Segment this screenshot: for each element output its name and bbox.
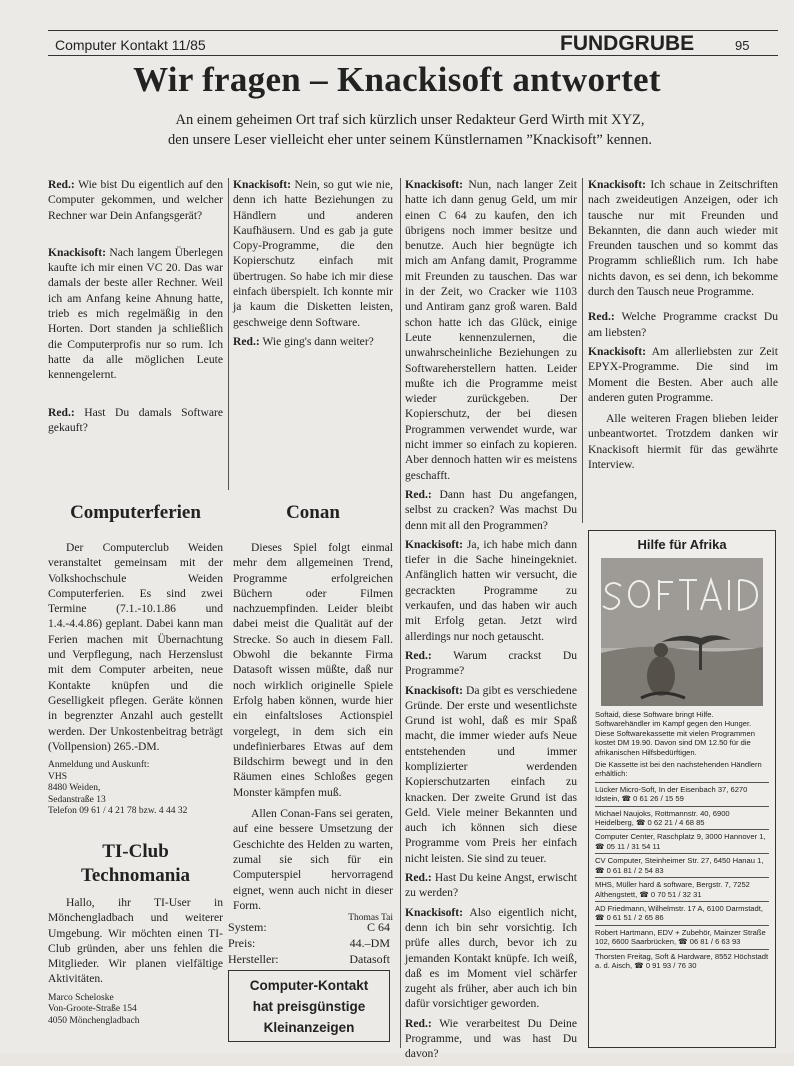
column-divider (582, 178, 583, 523)
info-row-system: System: C 64 (228, 920, 390, 934)
ticlub-article (48, 895, 223, 1027)
header-bottom-rule (48, 55, 778, 56)
page-number: 95 (735, 38, 750, 53)
computerferien-body: Der Computerclub Weiden veranstaltet gemeinsam mit der Volkshochschule Weiden Computerferien. Es sind zwei Termine (7.1.-10.1.86 und 1.4.-4.4.86) geplant. Dabei kann man Ferien machen mit Übernachtung und Verpflegung, nach Herzenslust mit dem Computer arbeiten, neue Kontakte knüpfen und die Geselligkeit pflegen. Geräte können in begrenzter Anzahl auch gestellt werden. Der Unkostenbeitrag beträgt (Vollpension) 265.-DM. (48, 541, 223, 753)
speaker-label: Knackisoft: (405, 537, 463, 551)
dealer-entry: Robert Hartmann, EDV + Zubehör, Mainzer Straße 102, 6600 Saarbrücken, ☎ 06 81 / 6 63 93 (595, 925, 769, 949)
article-column-3 (405, 177, 577, 1066)
softaid-illustration (601, 558, 763, 706)
afrika-title: Hilfe für Afrika (637, 537, 727, 552)
afrika-intro: Softaid, diese Software bringt Hilfe. Softwarehändler im Kampf gegen den Hunger. Diese Softwarekassette mit vielen Programmen kostet DM 19.90. Davon sind DM 12.50 für die afrikanischen Hilfsbedürftigen. (595, 710, 755, 757)
subtitle-line-1: An einem geheimen Ort traf sich kürzlich unser Redakteur Gerd Wirth mit XYZ, (175, 112, 645, 128)
article-column-1 (48, 177, 223, 447)
speaker-label: Knackisoft: (405, 905, 463, 919)
dealer-entry: Lücker Micro-Soft, In der Eisenbach 37, 6270 Idstein, ☎ 0 61 26 / 15 59 (595, 782, 769, 806)
speaker-label: Knackisoft: (405, 178, 463, 191)
conan-heading: Conan (286, 502, 340, 523)
column-divider (228, 178, 229, 490)
interview-paragraph: Red.: Welche Programme crackst Du am liebsten? (588, 310, 778, 339)
interview-paragraph: Knackisoft: Also eigentlich nicht, denn ich bin sehr vorsichtig. Ich prüfe alles durch, bevor ich zu jemanden Kontakt knüpfe. Ich weiß, daß es im Moment viel schärfer zugeht als früher, aber auch ich bin dafür vorsichtiger geworden. (405, 905, 577, 1011)
dealer-entry: AD Friedmann, Wilhelmstr. 17 A, 6100 Darmstadt, ☎ 0 61 51 / 2 65 86 (595, 901, 769, 925)
conan-author: Thomas Tai (348, 913, 393, 924)
speaker-label: Red.: (405, 871, 432, 885)
ticlub-heading: TI-Club Technomania (80, 841, 191, 886)
interview-paragraph: Knackisoft: Nach langem Überlegen kaufte ich mir einen VC 20. Das war damals der beste aller Rechner. Weil ich am Anfang keine Ahnung hatte, trieb es mich regelmäßig in den Horten. Dort standen ja schließlich die Computerprofis nur so rum. Ich hatte da alle möglichen Leute kennengelernt. (48, 245, 223, 382)
conan-info-table (228, 919, 390, 967)
speaker-label: Red.: (405, 487, 432, 501)
interview-paragraph: Red.: Wie bist Du eigentlich auf den Computer gekommen, und welcher Rechner war Dein Anfangsgerät? (48, 178, 223, 222)
article-column-2 (233, 177, 393, 353)
computerferien-article (48, 540, 223, 818)
interview-closing: Alle weiteren Fragen blieben leider unbeantwortet. Trotzdem danken wir Knackisoft hiermit für das gewährte Interview. (588, 412, 778, 472)
interview-paragraph: Red.: Wie verarbeitest Du Deine Programme, und was hast Du davon? (405, 1016, 577, 1061)
conan-review (233, 540, 393, 925)
kleinanzeigen-ad: Computer-Kontakt hat preisgünstige Kleinanzeigen (228, 970, 390, 1042)
info-row-price: Preis: 44.–DM (228, 936, 390, 950)
interview-paragraph: Knackisoft: Da gibt es verschiedene Gründe. Der erste und wesentlichste Grund ist wohl, daß es mir Spaß macht, die immer wieder aufs Neue entstehenden und immer komplizierter werdenden Kopierschutzarten einfach zu knacken. Der zweite Grund ist das Geld. Viele meiner Bekannten und auch ich können sich diese Programme vom Preis her einfach nicht leisten. Sie sind zu teuer. (405, 683, 577, 865)
conan-paragraph-2: Allen Conan-Fans sei geraten, auf eine bessere Umsetzung der Geschichte des Helden zu warten, zumal sie sich für ein Computerspiel hervorragend eignet, wenn auch nicht in dieser Form. (233, 807, 393, 912)
speaker-label: Knackisoft: (588, 344, 646, 358)
afrika-text (589, 710, 775, 972)
speaker-label: Knackisoft: (588, 178, 646, 191)
speaker-label: Knackisoft: (48, 245, 106, 259)
ticlub-contact: Marco Scheloske Von-Groote-Straße 154 4050 Mönchengladbach (48, 992, 140, 1026)
header-top-rule (48, 30, 778, 31)
dealer-entry: MHS, Müller hard & software, Bergstr. 7, 7252 Althengstett, ☎ 0 70 51 / 32 31 (595, 877, 769, 901)
interview-paragraph: Knackisoft: Ja, ich habe mich dann tiefer in die Sache hineingekniet. Anfänglich hatten wir versucht, die gecrackten Programme zu verkaufen, und das haben wir auch mit Erfolg getan. Jetzt wird allerdings nur noch getauscht. (405, 537, 577, 643)
article-subtitle (100, 110, 720, 150)
interview-paragraph: Red.: Hast Du damals Software gekauft? (48, 405, 223, 434)
dealer-entry: Computer Center, Raschplatz 9, 3000 Hannover 1, ☎ 05 11 / 31 54 11 (595, 829, 769, 853)
interview-paragraph: Knackisoft: Nun, nach langer Zeit hatte ich dann genug Geld, um mir einen C 64 zu kaufen, den ich übrigens noch immer besitze und benutze. Auch hier begnügte ich mich am Anfang damit, Programme mit Freunden zu tauschen. Das war in der Zeit, wo Cracker wie 1103 und Antiram ganz groß waren. Bald schon hatte ich das Glück, einige Leute kennenzulernen, die unwahrscheinliche Beziehungen zu Softwareherstellern hatten. Leider mußte ich die Programme meist wieder zurückgeben. Der Kopierschutz, der bei diesen Programmen verwendet wurde, war nicht immer so einfach zu kopieren. Aber dennoch hatten wir es meistens geschafft. (405, 178, 577, 482)
interview-paragraph: Red.: Wie ging's dann weiter? (233, 334, 374, 348)
speaker-label: Red.: (48, 405, 75, 419)
interview-paragraph: Knackisoft: Nein, so gut wie nie, denn ich hatte Beziehungen zu Händlern und anderen Kaufhäusern. Und es gab ja gute Copy-Programme, die den Kopierschutz einfach mit übertrugen. So habe ich mir diese einfach überspielt. Ich konnte mir ja kaum die Disketten leisten, geschweige denn Software. (233, 178, 393, 329)
dealer-entry: CV Computer, Steinheimer Str. 27, 6450 Hanau 1, ☎ 0 61 81 / 2 54 83 (595, 853, 769, 877)
interview-paragraph: Red.: Hast Du keine Angst, erwischt zu werden? (405, 871, 577, 900)
subtitle-line-2: den unsere Leser vielleicht eher unter seinem Künstlernamen ”Knackisoft” kennen. (168, 132, 652, 148)
speaker-label: Red.: (405, 1016, 432, 1030)
article-title: Wir fragen – Knackisoft antwortet (133, 60, 661, 99)
interview-paragraph: Knackisoft: Am allerliebsten zur Zeit EPYX-Programme. Die sind im Moment die Besten. Aber auch alle anderen guten Programme. (588, 344, 778, 404)
speaker-label: Knackisoft: (233, 178, 291, 191)
computerferien-contact: Anmeldung und Auskunft: VHS 8480 Weiden, Sedanstraße 13 Telefon 09 61 / 4 21 78 bzw. 4 44 32 (48, 760, 188, 817)
conan-paragraph-1: Dieses Spiel folgt einmal mehr dem allgemeinen Trend, Programme erfolgreichen Büchern oder Filmen nachzuempfinden. Leider bleibt dabei meist die Qualität auf der Strecke. So auch in diesem Fall. Obwohl die bekannte Firma Datasoft wissen müßte, daß nur noch wirklich originelle Spiele Erfolg haben können, wurde hier ein einfaltsloses Actionspiel vorgelegt, in dem sich ein undefinierbares Etwas auf dem Bildschirm bewegt und in den Räumen eines Schloßes gegen Monster kämpfen muß. (233, 541, 393, 799)
speaker-label: Knackisoft: (405, 683, 463, 697)
section-name: FUNDGRUBE (560, 32, 695, 55)
article-column-4 (588, 177, 778, 484)
speaker-label: Red.: (405, 648, 432, 662)
hilfe-fuer-afrika-box (588, 530, 776, 1048)
speaker-label: Red.: (233, 334, 260, 348)
computerferien-heading: Computerferien (70, 502, 201, 523)
info-row-maker: Hersteller: Datasoft (228, 952, 390, 966)
magazine-issue: Computer Kontakt 11/85 (55, 37, 206, 53)
column-divider (400, 178, 401, 1048)
dealer-entry: Thorsten Freitag, Soft & Hardware, 8552 Höchstadt a. d. Aisch, ☎ 0 91 93 / 76 30 (595, 949, 769, 973)
speaker-label: Red.: (588, 310, 615, 324)
afrika-dealers-label: Die Kassette ist bei den nachstehenden Händlern erhältlich: (595, 760, 762, 779)
interview-paragraph: Red.: Warum crackst Du Programme? (405, 648, 577, 678)
ticlub-body: Hallo, ihr TI-User in Mönchengladbach und weiterer Umgebung. Wir möchten einen TI-Club gründen, aber uns fehlen die Mitglieder. Wir planen vielfältige Aktivitäten. (48, 896, 223, 986)
interview-paragraph: Red.: Dann hast Du angefangen, selbst zu cracken? Was machst Du denn mit all den Programmen? (405, 487, 577, 532)
speaker-label: Red.: (48, 178, 75, 191)
dealer-entry: Michael Naujoks, Rottmannstr. 40, 6900 Heidelberg, ☎ 0 62 21 / 4 68 85 (595, 806, 769, 830)
interview-paragraph: Knackisoft: Ich schaue in Zeitschriften nach zweideutigen Anzeigen, oder ich tausche nur mit Freunden und Bekannten, die dann auch wieder mit Freunden tauschen und so kommt das Programm schließlich rum. Ich habe nichts davon, es sei denn, ich bekomme durch den Tausch neue Programme. (588, 178, 778, 299)
